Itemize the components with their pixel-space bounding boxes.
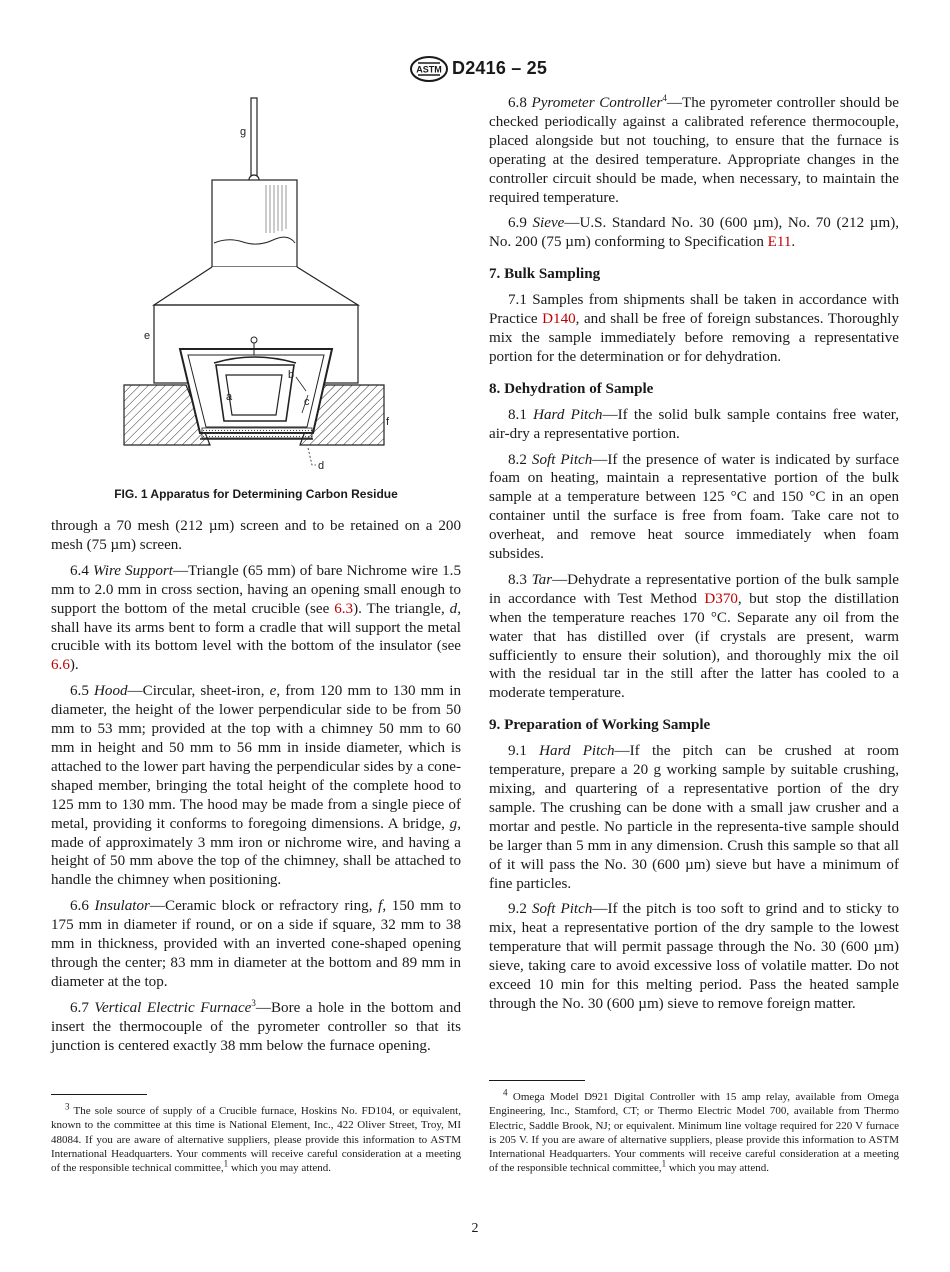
footnote-rule-left (51, 1094, 147, 1095)
heading-section-8: 8. Dehydration of Sample (489, 380, 654, 397)
ref-d140[interactable]: D140 (542, 311, 576, 328)
section-8-3: 8.3 Tar—Dehydrate a representative portion of the bulk sample in accordance with Test Method D370, but stop the distillation when the temperature reaches 170 °C. Separate any oil from the water that has distilled over (if crystals are present, warm sufficiently to ensure their solution), and thoroughly mix the oil with the residual tar in the still after the latter has cooled to a moderate temperature. (489, 571, 900, 702)
section-6-5: 6.5 Hood—Circular, sheet-iron, e, from 120 mm to 130 mm in diameter, the height of the lower perpendicular side to be from 50 mm to 53 mm; provided at the top with a chimney 50 mm to 60 mm in height and 50 mm to 56 mm in inside diameter, which is attached to the lower part having the perpendicular sides by a cone-shaped member, bringing the total height of the complete hood to 125 mm to 130 mm. The hood may be made from a single piece of metal, providing it conforms to foregoing dimensions. A bridge, g, made of approximately 3 mm iron or nichrome wire, and having a height of 50 mm above the top of the chimney, shall be attached to handle the chimney when positioning. (51, 683, 462, 889)
apparatus-figure (118, 93, 408, 473)
label-a: a (226, 391, 233, 403)
hood-cone (154, 267, 358, 305)
lid-knob (251, 337, 257, 343)
section-8-2: 8.2 Soft Pitch—If the presence of water is indicated by surface foam on heating, maintain a representative portion of the bulk sample at a temperature between 125 °C and 150 °C in an open container until the surface is free from foam. Take care not to overheat, and remove heat source immediately when foam subsides. (489, 451, 900, 563)
footnote-ref-3[interactable]: 3 (251, 997, 256, 1008)
label-c: c (304, 396, 310, 408)
label-g: g (240, 126, 247, 138)
sand-layer (202, 428, 312, 438)
document-id: D2416 – 25 (452, 58, 548, 78)
label-d: d (318, 460, 325, 472)
footnote-rule-right (489, 1080, 585, 1081)
chimney (212, 180, 297, 267)
heading-section-9: 9. Preparation of Working Sample (489, 717, 711, 734)
label-b: b (288, 369, 295, 381)
ref-e11[interactable]: E11 (767, 234, 792, 251)
bridge-rod (251, 98, 257, 176)
porcelain-crucible (226, 375, 282, 415)
section-6-4: 6.4 Wire Support—Triangle (65 mm) of bare Nichrome wire 1.5 mm to 2.0 mm in cross section, having an opening small enough to support the bottom of the metal crucible (see 6.3). The triangle, d, shall have its arms bent to form a cradle that will support the metal crucible with its bottom level with the bottom of the insulator (see 6.6). (51, 562, 461, 674)
heading-section-7: 7. Bulk Sampling (489, 266, 601, 283)
section-6-9: 6.9 Sieve—U.S. Standard No. 30 (600 µm), No. 70 (212 µm), No. 200 (75 µm) conforming to Specification E11. (489, 215, 899, 251)
figure-caption: FIG. 1 Apparatus for Determining Carbon Residue (114, 487, 398, 501)
footnote-ref-4[interactable]: 4 (662, 92, 667, 103)
page-number: 2 (471, 1221, 479, 1236)
section-6-8: 6.8 Pyrometer Controller$^4$—The pyrometer controller should be checked periodically against a calibrated reference thermocouple, placed alongside but not touching, to ensure that the furnace is operating at the desired temperature. Appropriate changes in the controller circuit should be made, when necessary, to maintain the required temperature. (489, 92, 900, 206)
section-6-6: 6.6 Insulator—Ceramic block or refractory ring, f, 150 mm to 175 mm in diameter if round, or on a side if square, 32 mm to 38 mm in thickness, provided with an inverted cone-shaped opening through the center; 83 mm in diameter at the bottom and 89 mm in diameter at the top. (51, 898, 461, 990)
section-8-1: 8.1 Hard Pitch—If the solid bulk sample contains free water, air-dry a representative portion. (489, 406, 900, 442)
ref-d370[interactable]: D370 (704, 590, 738, 607)
footnote-3: $^3$ The sole source of supply of a Crucible furnace, Hoskins No. FD104, or equivalent, known to the committee at this time is National Element, Inc., 422 Oliver Street, Troy, MI 48084. If you are aware of alternative suppliers, please provide this information to ASTM International Headquarters. Your comments will receive careful consideration at a meeting of the responsible technical committee,$^1$ which you may attend. (51, 1101, 461, 1175)
section-6-7: 6.7 Vertical Electric Furnace$^3$—Bore a hole in the bottom and insert the thermocouple of the pyrometer controller so that its junction is centered exactly 38 mm below the furnace opening. (51, 997, 462, 1054)
astm-logo (409, 56, 449, 82)
paragraph-continued: through a 70 mesh (212 µm) screen and to be retained on a 200 mesh (75 µm) screen. (51, 518, 461, 553)
page-header (0, 56, 950, 84)
section-7-1: 7.1 Samples from shipments shall be taken in accordance with Practice D140, and shall be free of foreign substances. Thoroughly mix the sample immediately before removing a representative portion for the determination or for dehydration. (489, 292, 899, 365)
label-e: e (144, 330, 151, 342)
ref-6-3[interactable]: 6.3 (334, 600, 354, 617)
left-column (51, 517, 461, 1055)
footnote-4: $^4$ Omega Model D921 Digital Controller with 15 amp relay, available from Omega Engineering, Inc., Stamford, CT; or Thermo Electric Model 700, available from Thermo Electric, Saddle Brook, NJ; or equivalent. Minimum line voltage required for 220 V furnace is 205 V. If you are aware of alternative suppliers, please provide this information to ASTM International Headquarters. Your comments will receive careful consideration at a meeting of the responsible technical committee,$^1$ which you may attend. (489, 1087, 899, 1175)
label-f: f (386, 416, 390, 428)
ref-6-6[interactable]: 6.6 (51, 657, 70, 674)
right-column (489, 94, 899, 1014)
logo-text: ASTM (416, 64, 442, 75)
section-9-2: 9.2 Soft Pitch—If the pitch is too soft to grind and to sticky to mix, heat a representative portion of the dry sample to the lowest temperature that will permit passage through the No. 30 (600 µm) sieve, taking care to avoid excessive loss of volatile matter. Do not exceed 10 min for this melting period. Pass the heated sample through the No. 30 (600 µm) sieve to remove foreign matter. (489, 901, 899, 1012)
section-9-1: 9.1 Hard Pitch—If the pitch can be crushed at room temperature, prepare a 20 g working sample by suitable crushing, mixing, and quartering of a representative portion of the dry sample. The crushing can be done with a small jaw crusher and a mortar and pestle. No particle in the representa-tive sample should be larger than 5 mm in any dimension. Crush this sample so that all of it will pass the No. 30 (600 µm) sieve but have a minimum of fine particles. (489, 743, 899, 892)
